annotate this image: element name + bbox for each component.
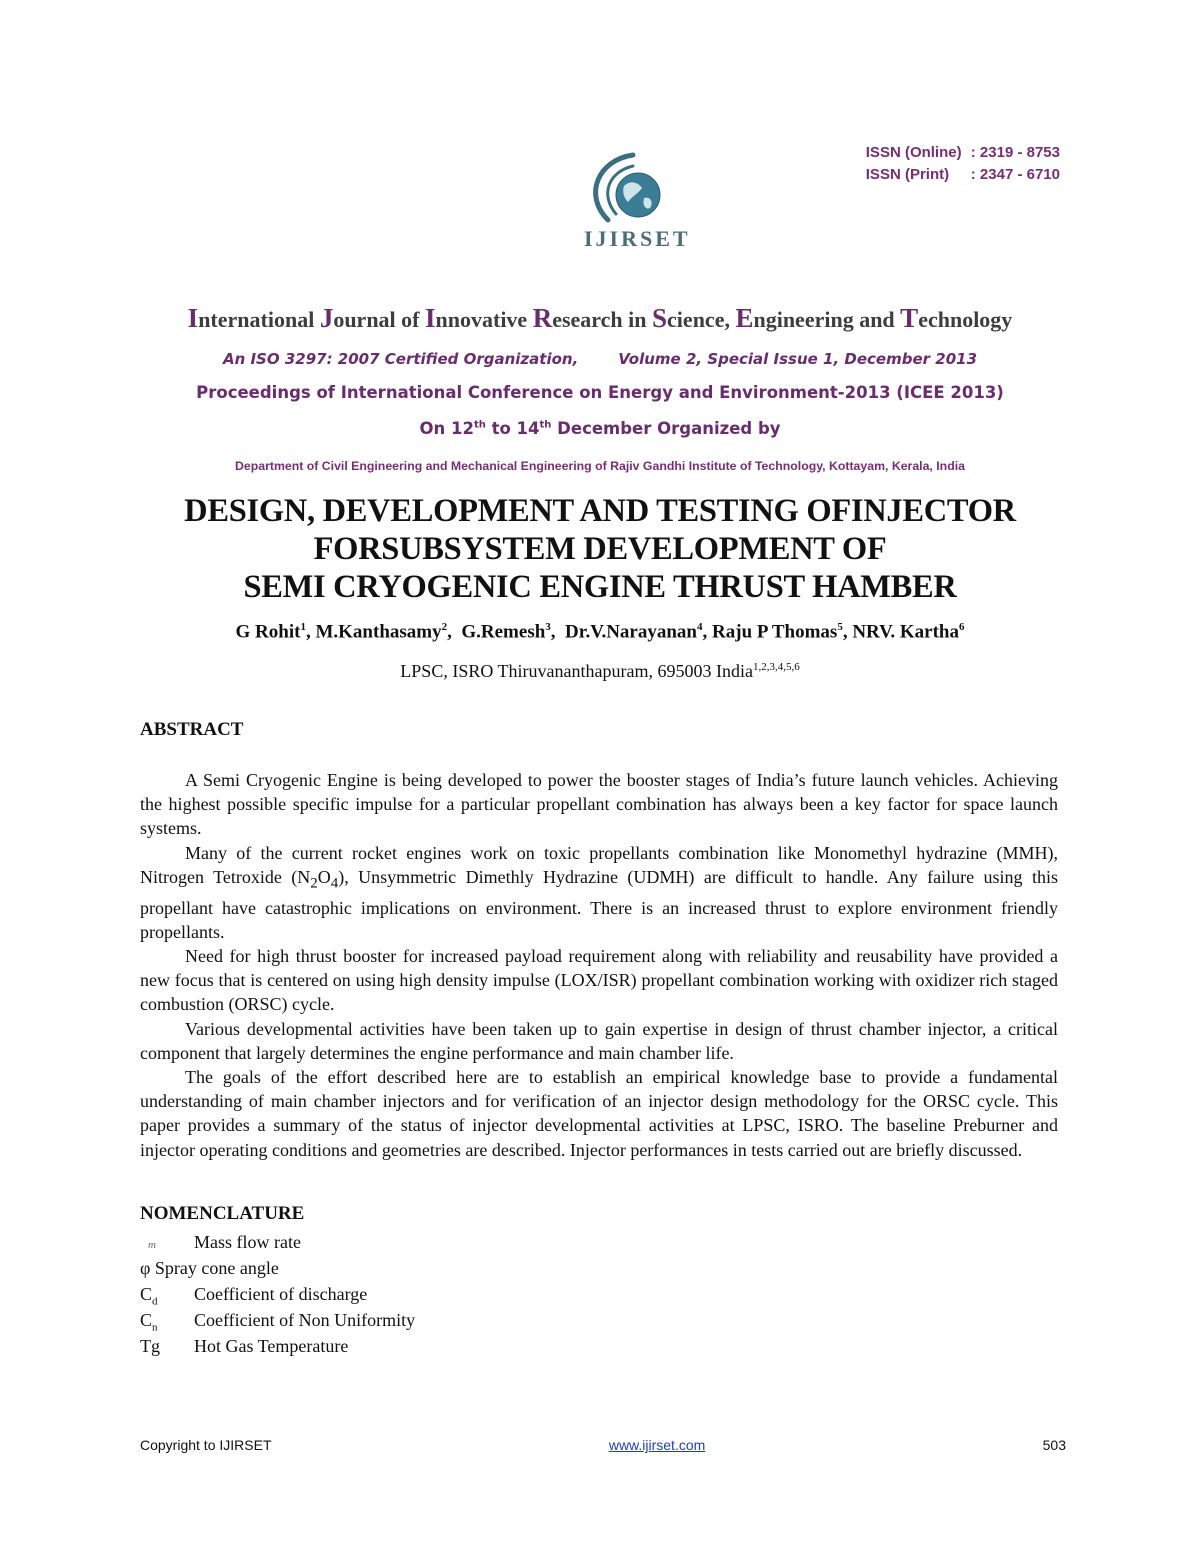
author-name: G Rohit — [235, 621, 301, 643]
nomenclature-item — [140, 1307, 415, 1333]
dates-on: On 12 — [419, 419, 474, 438]
p2-sub1: 2 — [310, 875, 318, 892]
journal-title-word: nnovative — [435, 307, 533, 332]
abstract-paragraph: Various developmental activities have been taken up to gain expertise in design of thrust chamber injector, a critical component that largely determines the engine performance and main chamber life. — [140, 1018, 1058, 1063]
abstract-heading: ABSTRACT — [140, 719, 244, 740]
journal-title-capital: T — [900, 303, 919, 333]
nomenclature-sub: d — [152, 1295, 158, 1308]
journal-title-capital: E — [735, 303, 754, 333]
abstract-body — [140, 768, 1058, 1162]
abstract-paragraph: A Semi Cryogenic Engine is being developed to power the booster stages of India’s future launch vehicles. Achieving the highest possible specific impulse for a particular propellant combination has always been a key factor for space launch systems. — [140, 770, 1058, 839]
author-name: G.Remesh — [461, 621, 546, 643]
journal-title-capital: S — [652, 303, 668, 333]
nomenclature-desc: Hot Gas Temperature — [194, 1336, 349, 1356]
author-sup: 2 — [441, 621, 448, 633]
nomenclature-desc: Coefficient of Non Uniformity — [194, 1310, 416, 1330]
issn-block — [866, 142, 1060, 186]
nomenclature-symbol: C — [140, 1310, 153, 1330]
p2-sub2: 4 — [330, 875, 339, 892]
issn-print-label: ISSN (Print) — [865, 166, 950, 183]
website-link[interactable]: www.ijirset.com — [608, 1437, 706, 1453]
copyright-text: Copyright to IJIRSET — [140, 1437, 272, 1453]
author-sup: 4 — [697, 621, 703, 633]
p2-text-b: O — [317, 866, 331, 887]
dates-to: to 14 — [485, 419, 540, 438]
author-sup: 6 — [958, 621, 965, 633]
nomenclature-item — [140, 1333, 415, 1359]
author-sup: 1 — [300, 621, 306, 633]
abstract-paragraph: Need for high thrust booster for increased payload requirement along with reliability and reusability have provided a new focus that is centered on using high density impulse (LOX/ISR) propellant combination working with oxidizer rich staged combustion (ORSC) cycle. — [140, 946, 1058, 1015]
nomenclature-symbol: Tg — [140, 1336, 160, 1356]
p2-text-c: ), Unsymmetric Dimethly Hydrazine (UDMH) are difficult to handle. Any failure using this propellant have catastrophic implications on environment. There is an increased thrust to explore environment friendly propellants. — [140, 866, 1059, 942]
journal-title-capital: I — [425, 303, 436, 333]
affiliation — [0, 661, 1200, 682]
issn-online-label: ISSN (Online) — [865, 144, 962, 161]
journal-title-word: cience, — [667, 307, 736, 332]
paper-title-line: FORSUBSYSTEM DEVELOPMENT OF — [313, 531, 887, 567]
author-name: M.Kanthasamy — [315, 621, 442, 643]
nomenclature-item — [140, 1229, 415, 1255]
nomenclature-desc: Mass flow rate — [194, 1232, 301, 1252]
journal-title-word: echnology — [918, 307, 1013, 332]
logo-text: IJIRSET — [584, 226, 691, 251]
abstract-paragraph — [140, 841, 1058, 944]
affiliation-text: LPSC, ISRO Thiruvananthapuram, 695003 India — [400, 661, 753, 681]
journal-title-capital: R — [532, 303, 553, 333]
certification-line — [0, 350, 1200, 368]
proceedings-line: Proceedings of International Conference on Energy and Environment-2013 (ICEE 2013) — [196, 383, 1004, 402]
journal-title-word: nternational — [198, 307, 320, 332]
mass-flow-symbol: m — [148, 1239, 156, 1251]
page-number: 503 — [1042, 1437, 1066, 1453]
author-list: G Rohit$^1$, M.Kanthasamy$^2$, G.Remesh$^3$, Dr.V.Narayanan$^4$, Raju P Thomas$^5$, NRV. Kartha$^6$ — [235, 621, 965, 643]
author-name: NRV. Kartha — [852, 621, 959, 643]
author-sup: 3 — [545, 621, 551, 633]
page-footer — [140, 1437, 1066, 1453]
dates-rest: December Organized by — [551, 419, 781, 438]
dates-sup2: th — [539, 419, 552, 431]
conference-dates — [0, 419, 1200, 438]
abstract-paragraph: The goals of the effort described here are to establish an empirical knowledge base to provide a fundamental understanding of main chamber injectors and for verification of an injector design methodology for the ORSC cycle. This paper provides a summary of the status of injector developmental activities at LPSC, ISRO. The baseline Preburner and injector operating conditions and geometries are described. Injector performances in tests carried out are briefly discussed. — [140, 1067, 1058, 1160]
journal-title-word: esearch in — [552, 307, 653, 332]
nomenclature-symbol: C — [140, 1284, 153, 1304]
nomenclature-sub: n — [152, 1321, 158, 1334]
journal-title-capital: J — [319, 303, 334, 333]
journal-title-word: ournal of — [333, 307, 425, 332]
paper-title-line: SEMI CRYOGENIC ENGINE THRUST HAMBER — [243, 569, 957, 605]
nomenclature-list — [140, 1229, 415, 1359]
dates-sup1: th — [473, 419, 486, 431]
paper-title-line: DESIGN, DEVELOPMENT AND TESTING OFINJECTOR — [184, 493, 1016, 529]
issn-online-value: : 2319 - 8753 — [970, 144, 1060, 161]
journal-title-word: ngineering and — [753, 307, 901, 332]
paper-title — [0, 492, 1200, 606]
author-name: Dr.V.Narayanan — [565, 621, 698, 643]
journal-title — [0, 303, 1200, 334]
issn-print-value: : 2347 - 6710 — [970, 166, 1060, 183]
certification-text: An ISO 3297: 2007 Certified Organization, — [222, 350, 579, 368]
affiliation-sup: 1,2,3,4,5,6 — [752, 661, 800, 673]
volume-text: Volume 2, Special Issue 1, December 2013 — [618, 350, 978, 368]
nomenclature-item: φ Spray cone angle — [140, 1258, 279, 1278]
nomenclature-desc: Coefficient of discharge — [194, 1284, 368, 1304]
nomenclature-item — [140, 1281, 415, 1307]
nomenclature-heading: NOMENCLATURE — [140, 1203, 305, 1224]
journal-title-capital: I — [187, 303, 199, 333]
organizing-department: Department of Civil Engineering and Mechanical Engineering of Rajiv Gandhi Institute of Technology, Kottayam, Kerala, India — [235, 459, 965, 473]
author-sup: 5 — [837, 621, 843, 633]
p2-text-a: Many of the current rocket engines work on toxic propellants combination like Monomethyl hydrazine (MMH), Nitrogen Tetroxide (N — [140, 842, 1058, 887]
author-name: Raju P Thomas — [712, 621, 838, 643]
